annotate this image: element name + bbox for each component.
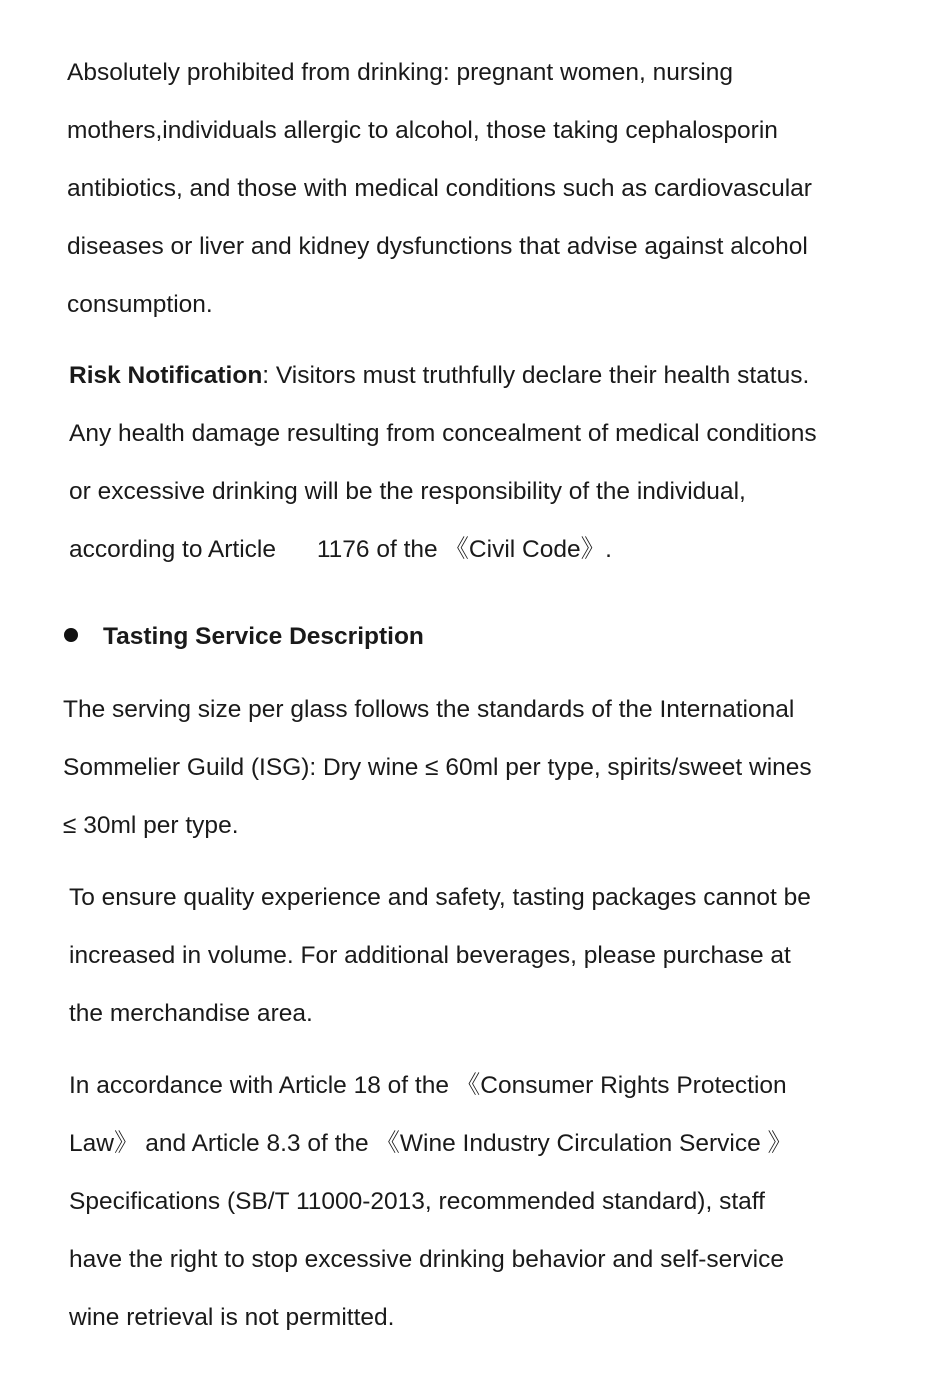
serving-line: The serving size per glass follows the standards of the International bbox=[63, 696, 795, 723]
accordance-line: Specifications (SB/T 11000-2013, recommended standard), staff bbox=[69, 1188, 765, 1215]
prohibition-line: consumption. bbox=[67, 291, 213, 318]
serving-line: ≤ 30ml per type. bbox=[63, 812, 239, 839]
prohibition-line: diseases or liver and kidney dysfunctions that advise against alcohol bbox=[67, 233, 808, 260]
serving-size-paragraph bbox=[63, 681, 812, 855]
risk-notification-label: Risk Notification bbox=[69, 362, 263, 389]
bullet-icon bbox=[64, 628, 78, 642]
prohibition-line: Absolutely prohibited from drinking: pregnant women, nursing bbox=[67, 59, 733, 86]
prohibition-line: mothers,individuals allergic to alcohol, those taking cephalosporin bbox=[67, 117, 778, 144]
risk-first-line-text: : Visitors must truthfully declare their health status. bbox=[262, 362, 810, 389]
risk-line: according to Article 1176 of the 《Civil Code》. bbox=[69, 536, 612, 563]
section-heading-text: Tasting Service Description bbox=[103, 623, 424, 650]
quality-paragraph bbox=[69, 869, 811, 1043]
quality-line: To ensure quality experience and safety, tasting packages cannot be bbox=[69, 884, 811, 911]
risk-first-line bbox=[69, 347, 817, 405]
accordance-line: wine retrieval is not permitted. bbox=[69, 1304, 395, 1331]
accordance-line: Law》 and Article 8.3 of the 《Wine Industry Circulation Service 》 bbox=[69, 1130, 793, 1157]
accordance-paragraph bbox=[69, 1057, 792, 1347]
serving-line: Sommelier Guild (ISG): Dry wine ≤ 60ml per type, spirits/sweet wines bbox=[63, 754, 812, 781]
prohibition-line: antibiotics, and those with medical conditions such as cardiovascular bbox=[67, 175, 812, 202]
risk-notification-paragraph bbox=[69, 347, 817, 579]
risk-line: or excessive drinking will be the responsibility of the individual, bbox=[69, 478, 746, 505]
risk-line: Any health damage resulting from concealment of medical conditions bbox=[69, 420, 817, 447]
accordance-line: have the right to stop excessive drinking behavior and self-service bbox=[69, 1246, 784, 1273]
quality-line: the merchandise area. bbox=[69, 1000, 313, 1027]
section-heading bbox=[64, 608, 424, 666]
accordance-line: In accordance with Article 18 of the 《Consumer Rights Protection bbox=[69, 1072, 787, 1099]
prohibition-paragraph bbox=[67, 44, 812, 334]
quality-line: increased in volume. For additional beverages, please purchase at bbox=[69, 942, 791, 969]
